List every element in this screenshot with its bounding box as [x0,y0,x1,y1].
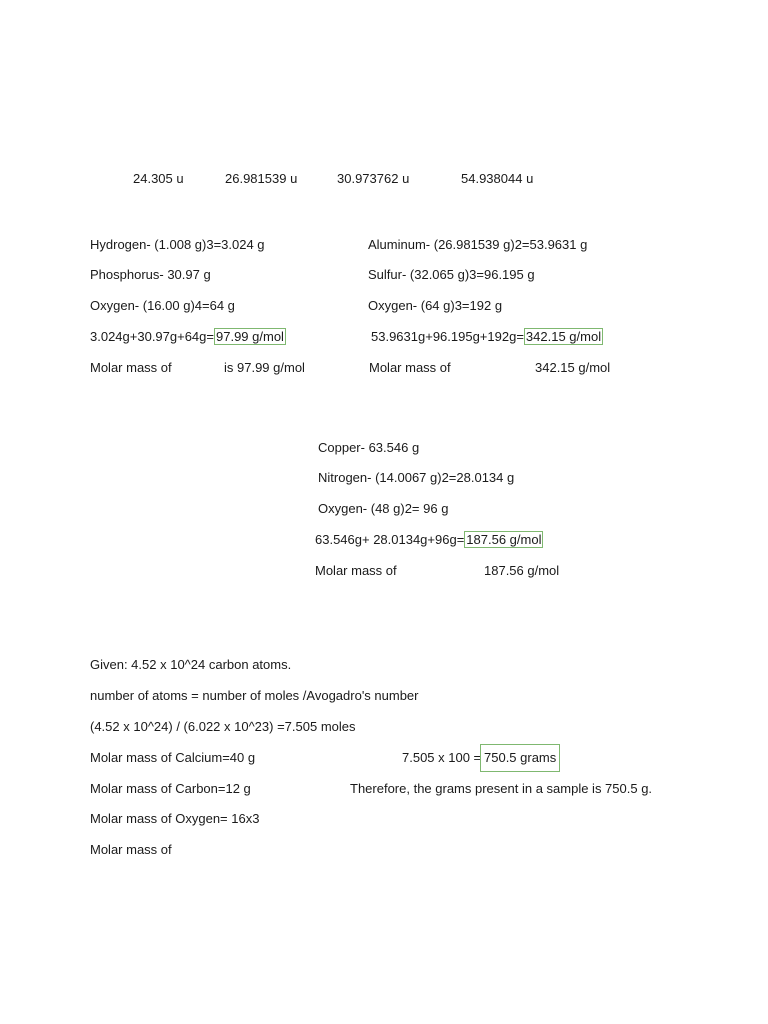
conclusion-line: Therefore, the grams present in a sample is 750.5 g. [350,781,653,796]
right-sum-result: 342.15 g/mol [525,329,602,344]
right-molar-label: Molar mass of [369,360,451,375]
oxygen-line: Molar mass of Oxygen= 16x3 [90,811,260,826]
center-sum-result: 187.56 g/mol [466,532,542,547]
mult-line [402,750,481,766]
right-aluminum-line: Aluminum- (26.981539 g)2=53.9631 g [368,237,588,252]
center-molar-label: Molar mass of [315,563,397,578]
center-sum-prefix: 63.546g+ 28.0134g+96g= [315,532,465,547]
mass-phosphorus: 30.973762 u [337,171,410,186]
center-oxygen-line: Oxygen- (48 g)2= 96 g [318,501,449,516]
right-sum-line [371,329,603,345]
left-sum-result: 97.99 g/mol [216,329,284,344]
left-oxygen-line: Oxygen- (16.00 g)4=64 g [90,298,235,313]
left-phosphorus-line: Phosphorus- 30.97 g [90,267,211,282]
molar-mass-line: Molar mass of [90,842,172,857]
mass-magnesium: 24.305 u [133,171,184,186]
mult-prefix: 7.505 x 100 = [402,750,482,765]
center-nitrogen-line: Nitrogen- (14.0067 g)2=28.0134 g [318,470,515,485]
right-sum-prefix: 53.9631g+96.195g+192g= [371,329,524,344]
right-oxygen-line: Oxygen- (64 g)3=192 g [368,298,503,313]
mult-result: 750.5 grams [480,744,560,772]
left-molar-label: Molar mass of [90,360,172,375]
center-copper-line: Copper- 63.546 g [318,440,420,455]
left-sum-line [90,329,286,345]
center-sum-line [315,532,543,548]
right-molar-value: 342.15 g/mol [535,360,611,375]
mass-aluminum: 26.981539 u [225,171,298,186]
formula-line: number of atoms = number of moles /Avogadro's number [90,688,419,703]
mass-manganese: 54.938044 u [461,171,534,186]
center-molar-value: 187.56 g/mol [484,563,560,578]
carbon-line: Molar mass of Carbon=12 g [90,781,251,796]
given-line: Given: 4.52 x 10^24 carbon atoms. [90,657,292,672]
left-sum-prefix: 3.024g+30.97g+64g= [90,329,214,344]
calcium-line: Molar mass of Calcium=40 g [90,750,256,765]
calc-line: (4.52 x 10^24) / (6.022 x 10^23) =7.505 moles [90,719,356,734]
right-sulfur-line: Sulfur- (32.065 g)3=96.195 g [368,267,535,282]
left-hydrogen-line: Hydrogen- (1.008 g)3=3.024 g [90,237,265,252]
left-molar-value: is 97.99 g/mol [224,360,305,375]
